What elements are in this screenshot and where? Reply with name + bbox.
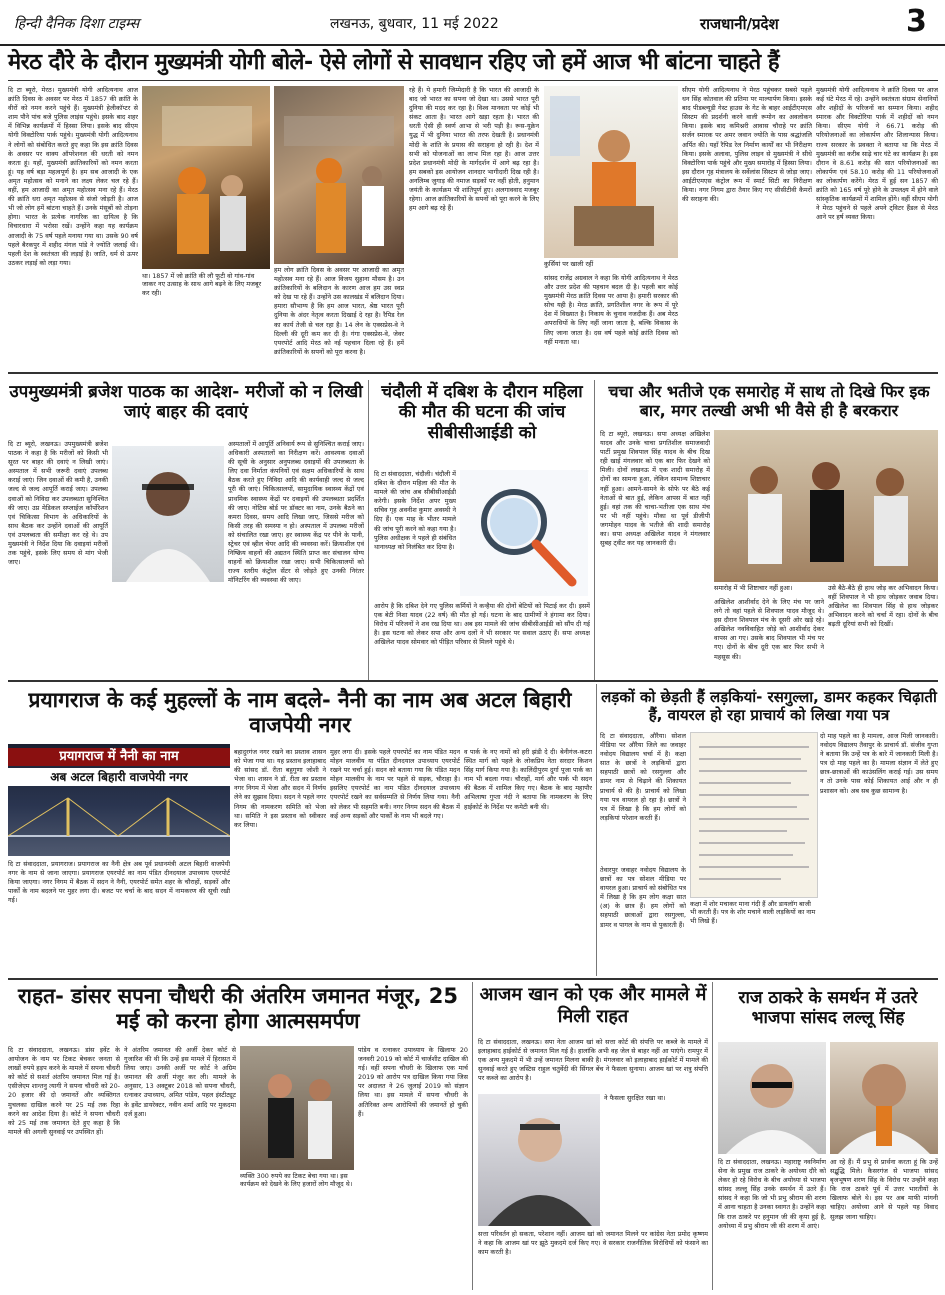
photo-cm-speech [544,86,678,258]
handwritten-lines [691,733,817,897]
uncle-col1: दि टा ब्यूरो, लखनऊ। सपा अध्यक्ष अखिलेश यादव और उनके चाचा प्रगतिशील समाजवादी पार्टी प्रमुख शिवपाल सिंह यादव के बीच दिख रही खाई मंगलवार को एक बार फिर देखने को मिली। दोनों लखनऊ में एक शादी समारोह में दोनों का सामना हुआ, लेकिन सामान्य शिष्टाचार नहीं हुआ। आमने-सामने के सोफे पर बैठे कई नेताओं से बात हुई, लेकिन आपस में बात नहीं हुई। वहां तक की चाचा-भतीजा एक साथ मंच पर भी नहीं पहुंचे। मौका था पूर्व डीजीपी जगमोहन यादव के भतीजे की शादी समारोह का। सपा अध्यक्ष अखिलेश यादव ने मंगलवार सुबह ट्वीट कर यह जानकारी दी। [600,430,710,548]
photo-portrait-lallu [830,1042,938,1154]
raj-headline: राज ठाकरे के समर्थन में उतरे भाजपा सांसद लल्लू सिंह [738,988,918,1029]
chandauli-col1: दि टा संवाददाता, चंदौली। चंदौली में दबिश के दौरान महिला की मौत के मामले की जांच अब सीबीसीआईडी करेगी। इसके निर्देश अपर मुख्य सचिव गृह अवनीश कुमार अवस्थी ने दिए हैं। एक माह के भीतर मामले की जांच पूरी करने को कहा गया है। पुलिस अधीक्षक ने पहले ही संबंधित थानाध्यक्ष को निलंबित कर दिया है। [374,470,456,551]
photo-cm-podium [544,86,678,258]
divider [8,680,938,682]
prayagraj-col2: बहादुरगंज नगर रखने का प्रस्ताव शासन को भेजा गया था। यह प्रस्ताव इलाहाबाद की सांसद डॉ. रीता बहुगुणा जोशी ने भेजा था। शासन ने डॉ. रीता का प्रस्ताव नगर निगम में भेजा और सदन में निर्णय लेने का सुझाव दिया। सदन ने पहले नगर निगम की नामकरण समिति को भेजा था। समिति ने इस प्रस्ताव को स्वीकार कर लिया। [234,748,326,829]
lead-col6: मुख्यमंत्री योगी आदित्यनाथ ने क्रांति दिवस पर आज कई घंटे मेरठ में रहे। उन्होंने स्वतंत्रता संग्राम सेनानियों और शहीदों के परिजनों का सम्मान किया। शहीद स्मारक और विक्टोरिया पार्क में शहीदों को नमन किया। सीएम योगी ने 66.71 करोड़ की परियोजनाओं का लोकार्पण और शिलान्यास किया। राज्य सरकार के प्रवक्ता ने बताया था कि मेरठ में मुख्यमंत्री का करीब साढ़े चार घंटे का कार्यक्रम है। इस दौरान वे 8.61 करोड़ की सात परियोजनाओं का लोकार्पण एवं 58.10 करोड़ की 11 परियोजनाओं का लोकार्पण करेंगे। मेरठ में हुई सन 1857 की क्रांति को 165 वर्ष पूरे होने के उपलक्ष्य में होने वाले सांस्कृतिक कार्यक्रमों में शामिल होंगे। वहीं सीएम योगी ने मेरठ पहुंचने से पहले अपने ट्विटर हैंडल से मेरठ आने पर हर्ष व्यक्त किया। [816,86,938,222]
lead-col5: सीएम योगी आदित्यनाथ ने मेरठ पहुंचकर सबसे पहले धन सिंह कोतवाल की प्रतिमा पर माल्यार्पण किया। इसके बाद पीडब्ल्यूडी गेस्ट हाउस के गेट के बाहर आईटीएमएस सिस्टम की प्रदर्शनी करने वाली रूमोन का अवलोकन किया। इसके बाद कमिश्नरी आवास चौराहे पर क्रांति सर्जन स्मारक पर अमर जवान ज्योति के पास श्रद्धांजलि अर्पित की। यहाँ रैपिड रेल निर्माण कार्यों का भी निरीक्षण किया। इसके अलावा, पुलिस लाइन से मुख्यमंत्री ने सीधे विक्टोरिया पार्क पहुंचे और मुख्य समारोह में हिस्सा लिया। इस दौरान गृह मंत्रालय के सर्वेलांस सिस्टम से जोड़ा जाए। आईटीएमएस कंट्रोल रूम में स्मार्ट सिटी का निरीक्षण किया। नगर निगम द्वारा तैयार किए गए सीसीटीवी कैमरों की सराहना की। [682,86,812,204]
divider [596,684,597,976]
prayagraj-col1: दि टा संवाददाता, प्रयागराज। प्रयागराज का नैनी क्षेत्र अब पूर्व प्रधानमंत्री अटल बिहारी वाजपेयी नगर के नाम से जाना जाएगा। प्रयागराज एयरपोर्ट का नाम पंडित दीनदयाल उपाध्याय एयरपोर्ट किया जाएगा। नगर निगम में बैठक में सदन ने नैनी, एयरपोर्ट समेत शहर के चौराहों, सड़कों और पार्कों के नाम बदलने पर मुहर लगा दी। बजट पर चर्चा के बाद सदन में नामकरण की सूची रखी गई। [8,860,230,905]
photo-cm-crowd [274,86,404,264]
chandauli-headline: चंदौली में दबिश के दौरान महिला की मौत की घटना की जांच सीबीसीआईडी को [381,382,583,443]
uncle-col3: उसे बैठे-बैठे ही हाथ जोड़ कर अभिवादन किया। वहीं शिवपाल ने भी हाथ जोड़कर जवाब दिया। अखिलेश का शिवपाल सिंह से हाथ जोड़कर अभिवादन करने को चर्चा में रहा। दोनों के बीच बढ़ती दूरियां सभी को दिखीं। [828,584,938,629]
prayagraj-col3: मुहर लगा दी। इसके पहले एयरपोर्ट का नाम पंडित मदन मोहन मालवीय या पंडित दीनदयाल उपाध्याय एयरपोर्ट रखने पर चर्चा हुई। सदन को बताया गया कि पंडित मदन मोहन मालवीय के नाम पर पहले से सड़क, चौराहा है। इसलिए एयरपोर्ट का नाम पंडित दीनदयाल उपाध्याय एयरपोर्ट रखने का सर्वसम्मति से निर्णय लिया गया। नैनी को लेकर भी सहमति बनी। नगर निगम सदन की बैठक में कई अन्य सड़कों और पार्कों के नाम भी बदले गए। [330,748,460,820]
lead-col4: सांसद राजेंद्र अग्रवाल ने कहा कि योगी आदित्यनाथ ने मेरठ और उत्तर प्रदेश की पहचान बदल दी है। पहली बार कोई मुख्यमंत्री मेरठ क्रांति दिवस पर आया है। हमारी सरकार की सोच यही है। मेरठ क्रांति, प्रगतिशील नगर के रूप में पूरे देश में विख्यात है। निकाय के चुनाव नजदीक हैं। अब मेरठ अपराधियों के लिए नहीं जाना जाता है, बल्कि विकास के लिए जाना जाता है। दस वर्ष पहले कोई क्रांति दिवस को नहीं मनाता था। [544,274,678,346]
dateline: लखनऊ, बुधवार, 11 मई 2022 [330,16,499,32]
pathak-col2: अस्पतालों में आपूर्ति अनिवार्य रूप से सुनिश्चित कराई जाए। अधिकारी अस्पतालों का निरीक्षण करें। आवश्यक दवाओं की सूची के अनुसार अनुपलब्ध दवाइयों की उपलब्धता के लिए दवा निर्माता कंपनियों एवं सक्षम अधिकारियों के साथ बैठक करते हुए निविदा आदि की कार्यवाही जल्द से जल्द पूरी की जाएं। चिकित्सालयों, सामुदायिक स्वास्थ्य केंद्रों एवं प्राथमिक स्वास्थ्य केंद्रों पर दवाइयों की उपलब्धता प्रदर्शित की जाए। नोटिस बोर्ड पर डॉक्टर का नाम, उनके बैठने का कमरा दिवस, समय आदि लिखा जाए, जिससे मरीज को किसी तरह की समस्या न हो। अस्पताल में उपलब्ध मरीजों को संचालित रखा जाए। हर स्वास्थ्य केंद्र पर पीने के पानी, स्ट्रेचर एवं व्हील चेयर आदि की व्यवस्था करें। क्रियाशील एवं निष्क्रिय वाहनों की अद्यतन स्थिति प्राप्त कर संचालन योग्य वाहनों को क्रियाशील रखा जाए। सभी चिकित्सालयों को राज्य स्तरीय कंट्रोल सेंटर से जोड़ते हुए उनकी निरंतर मॉनिटरिंग की व्यवस्था की जाए। [228,440,364,585]
chandauli-col2: आरोप है कि दबिश देने गए पुलिस कर्मियों ने कन्हैया की दोनों बेटियों को पिटाई कर दी। इसमें एक बेटी निशा यादव (22 वर्ष) की मौत हो गई। घटना के बाद ग्रामीणों ने हंगामा कर दिया। विरोध में परिजनों ने शव रख दिया था। अब इस मामले की जांच सीबीसीआईडी को सौंप दी गई है। इस घटना को लेकर सपा और अन्य दलों ने भी सरकार पर सवाल उठाए हैं। सपा अध्यक्ष अखिलेश यादव सोमवार को पीड़ित परिवार से मिलने पहुंचे थे। [374,602,590,647]
girls-headline: लड़कों को छेड़ती हैं लड़कियां- रसगुल्ला, डामर कहकर चिढ़ाती हैं, वायरल हो रहा प्राचार्य को लिखा गया पत्र [601,688,937,724]
photo-investigation-graphic [460,470,588,596]
naini-banner-line1: प्रयागराज में नैनी का नाम [8,748,230,766]
photo-akhilesh-shivpal [714,430,938,582]
naini-banner-line2: अब अटल बिहारी वाजपेयी नगर [8,768,230,786]
divider [712,982,713,1290]
sapna-col2: ने अंतरिम जमानत की अर्जी देकर कोर्ट से गुजारिश की थी कि उन्हें इस मामले में हिरासत में लिया जाए। उनकी अर्जी पर कोर्ट ने अग्रिम जमानत की अर्जी मंजूर कर ली। मामले के अनुसार, 13 अक्टूबर 2018 को सपना चौधरी, रत्नाकर उपाध्याय, अमित पांडेय, पहल इंस्टीट्यूट के इवेंट डायरेक्टर, नवीन शर्मा आदि पर मुकदमा दर्ज हुआ। [124,1046,236,1118]
divider [8,80,938,81]
lead-headline: मेरठ दौरे के दौरान मुख्यमंत्री योगी बोले- ऐसे लोगों से सावधान रहिए जो हमें आज भी बांटना चाहते हैं [8,50,780,75]
divider [594,380,595,680]
lead-photo-caption-2: कुर्सियां पर खाली रहीं [544,260,594,268]
uncle-headline: चचा और भतीजे एक समारोह में साथ तो दिखे फिर इक बार, मगर तल्खी अभी भी वैसे ही है बरकरार [608,382,930,421]
photo-figures-sapna [240,1046,354,1170]
masthead-bar [0,0,945,46]
photo-raj-thackeray [718,1042,826,1154]
bridge-icon [8,788,230,856]
prayagraj-col4: व पार्क के नए नामों को हरी झंडी दे दी। बेनीगंज-कटरा स्थित मार्ग को पहले के लोकप्रिय नेता सरदार किशन सिंह मार्ग किया गया है। कालिंदीपुरम दुर्गा पूजा पार्क का नाम भी बदला गया। चौराहों, मार्ग और पार्क भी सदन की बैठक में शामिल किए गए। बैठक के बाद महापौर अभिलाषा गुप्ता नंदी ने बताया कि नामकरण के लिए हाईकोर्ट के निर्देश पर कमेटी बनी थी। [464,748,592,811]
divider [368,380,369,680]
photo-letter [690,732,818,898]
lead-col3: रहे हैं। ये हमारी जिम्मेदारी है कि भारत की आजादी के बाद जो भारत का सपना जो देखा था। उससे भारत पूरी दुनिया की मदद कर रहा है। विश्व मानवता पर कोई भी संकट आता है। भारत आगे खड़ा रहता है। भारत की धरती ऐसी ही स्वर्ण आभा से भरी पड़ी है। रूस-यूक्रेन युद्ध में भी दुनिया भारत की तरफ देखती है। प्रधानमंत्री मोदी के शांति के प्रयास की सराहना हो रही है। देश में सभी को योजनाओं का लाभ मिल रहा है। आज उत्तर प्रदेश प्रधानमंत्री मोदी के मार्गदर्शन में आगे बढ़ रहा है। हम सबको इस आयोजन शानदार भागीदारी दिख रही है। अनलिम्ब जुगाड़ की नमाज सड़कों पर नहीं होती, हनुमान जयंती के कार्यक्रम भी शांतिपूर्ण हुए। अलगाववाद मजबूर रहेगा। आज क्रांतिकारियों के सपनों को पूरा करने के लिए हम आगे बढ़ रहे हैं। [409,86,539,213]
photo-lallu-singh [830,1042,938,1154]
section-name: राजधानी/प्रदेश [700,15,779,33]
girls-col1: दि टा संवाददाता, औरैया। सोशल मीडिया पर औरैया जिले का जवाहर नवोदय विद्यालय चर्चा में है। कक्षा सात के छात्रों ने लड़कियों द्वारा सहपाठी छात्रों को रसगुल्ला और डामर नाम से चिढ़ाने की शिकायत प्राचार्य से की है। प्राचार्य को लिखा गया पत्र वायरल हो रहा है। छात्रों ने पत्र में लिखा है कि हम लोगों को लड़कियां परेशान करती हैं। [600,732,686,822]
divider [8,978,938,980]
sapna-photo-caption: व्यक्ति 300 रुपये का टिकट बेचा गया था। इस कार्यक्रम को देखने के लिए हजारों लोग मौजूद थे। [240,1172,353,1189]
azam-col2: सत्ता परिवर्तन हो सकता, परेशान नहीं। आजम खां को जमानत मिलने पर कांग्रेस नेता प्रमोद कृष्णम ने कहा कि आजम खां पर झूठे मुकदमे दर्ज किए गए। वे सरकार राजनीतिक विरोधियों को फंसाने का काम करती है। [478,1230,708,1257]
girls-col3: दो माह पहले का है मामला, आज मिली जानकारी। नवोदय विद्यालय तैवापुर के प्राचार्य डॉ. संजीव गुप्ता ने बताया कि उन्हें पत्र के बारे में जानकारी मिली है। पत्र दो माह पहले का है। मामला संज्ञान में लेते हुए छात्र-छात्राओं की काउंसलिंग कराई गई। उस समय न तो उनके पास कोई शिकायत आई और न ही प्रशासन को। अब सब कुछ सामान्य है। [820,732,938,795]
photo-azam-khan [478,1094,600,1226]
page-number: 3 [906,4,927,39]
photo-figures-2 [274,86,404,264]
photo-brajesh-pathak [112,446,224,582]
divider [472,982,473,1290]
pathak-headline: उपमुख्यमंत्री ब्रजेश पाठक का आदेश- मरीजों को न लिखी जाएं बाहर की दवाएं [9,382,363,423]
uncle-photo-caption: समारोह में भी शिष्टाचार नहीं हुआ। [714,584,793,592]
azam-col1: दि टा संवाददाता, लखनऊ। सपा नेता आजम खां को सत्ता कोर्ट की संपत्ति पर कब्जे के मामले में इलाहाबाद हाईकोर्ट से जमानत मिल गई है। हालांकि अभी वह जेल से बाहर नहीं आ पाएंगे। रामपुर में एक अन्य मुकदमे में भी उन्हें जमानत मिलना बाकी है। मंगलवार को इलाहाबाद हाईकोर्ट में मामले की सुनवाई करते हुए जस्टिस राहुल चतुर्वेदी की सिंगल बेंच ने फैसला सुनाया। आजम खां पर शत्रु संपत्ति पर कब्जे का आरोप है। [478,1038,708,1083]
sapna-col1: दि टा संवाददाता, लखनऊ। डांस इवेंट के आयोजन के नाम पर टिकट बेचकर जनता से लाखों रुपये हड़प करने के मामले में सपना चौधरी को कोर्ट से सशर्त अंतरिम जमानत मिल गई है। एसीजेएम शान्तनु त्यागी ने सपना चौधरी को 20-20 हजार की दो जमानतें और व्यक्तिगत मुचलका दाखिल करने पर 25 मई तक रिहा करने का आदेश दिया है। कोर्ट ने सपना चौधरी को 25 मई तक जमानत देते हुए कहा है कि मामले की अगली सुनवाई पर उपस्थित हों। [8,1046,120,1136]
azam-headline: आजम खान को एक और मामले में मिली राहत [479,984,707,1027]
photo-sapna-court [240,1046,354,1170]
lead-col1: दि टा ब्यूरो, मेरठ। मुख्यमंत्री योगी आदित्यनाथ आज क्रांति दिवस के अवसर पर मेरठ में 1857 की क्रांति के वीरों को नमन करने पहुंचे हैं। मुख्यमंत्री हेलीकॉप्टर से शाम पौने पांच बजे पुलिस लाइंस पहुंचे। इसके बाद शहर में विभिन्न कार्यक्रमों में हिस्सा लिया। इसके बाद सीएम योगी विक्टोरिया पार्क पहुंचे। मुख्यमंत्री योगी आदित्यनाथ ने लोगों को संबोधित करते हुए कहा कि इस क्रांति दिवस के अवसर पर वाक्य ऑपरेशनल की धरती को नमन करता हूं। यहाँ, मुख्यमंत्री क्रांतिकारियों को नमन करता हूं। यह वर्ष बड़ा महत्वपूर्ण है। हम सब आजादी के एक अमृत महोत्सव को मनाने का लक्ष्य लेकर चल रहे हैं। वहीं, हम आजादी का अमृत महोत्सव मना रहे हैं। मेरठ की क्रांति धरा अमृत महोत्सव से संजो जोड़ती है। आज भी जो लोग हमें बांटना चाहते हैं। उनके मंसूबों को तोड़ना होगा। भारत के प्रत्येक नागरिक का दायित्व है कि विचारधारा में भरोसा रखें। उन्होंने कहा यह कार्यक्रम आजादी के 75 वर्ष पहले मनाया गया था। उसके 90 वर्ष पहले बैरकपुर में शहीद मंगल पांडे ने ज्योति जलाई थी। पहली देश के स्वतंत्रता की लड़ाई है। जाति, धर्म से ऊपर उठकर लड़ाई को लड़ा गया। [8,86,138,267]
raj-col1: दि टा संवाददाता, लखनऊ। महाराष्ट्र नवनिर्माण सेना के प्रमुख राज ठाकरे के अयोध्या दौरे को लेकर हो रहे विरोध के बीच अयोध्या से भाजपा सांसद लल्लू सिंह उनके समर्थन में उतरे हैं। सांसद ने कहा कि जो भी प्रभु श्रीराम की शरण में आना चाहता है उनका स्वागत है। उन्होंने कहा कि राज ठाकरे पर हनुमान जी की कृपा हुई है, अयोध्या में प्रभु श्रीराम जी की शरण में आएं। [718,1158,826,1230]
masthead-title: हिन्दी दैनिक दिशा टाइम्स [14,16,140,32]
pathak-col1: दि टा ब्यूरो, लखनऊ। उपमुख्यमंत्री ब्रजेश पाठक ने कहा है कि मरीजों को किसी भी सूरत पर बाहर की दवाएं न लिखी जाएं। अस्पताल में सभी जरूरी दवाएं उपलब्ध कराई जाएं। जिन दवाओं की कमी है, उनकी जल्द से जल्द आपूर्ति कराई जाए। उपलब्ध दवाओं को निविदा कर उपलब्धता सुनिश्चित की जाए। उप्र मेडिकल सप्लाईज कॉर्पोरेशन एवं चिकित्सा विभाग के अधिकारियों के साथ बैठक कर उन्होंने दवाओं की आपूर्ति एवं उपलब्धता की समीक्षा कर रहे थे। उप मुख्यमंत्री ने निर्देश दिया कि दवाइयां मरीजों तक पहुंचे, इसके लिए समय से मांग भेजी जाए। [8,440,108,567]
photo-cm-meerut-memorial [142,86,270,269]
magnifier-icon [460,470,588,596]
photo-portrait-azam [478,1094,600,1226]
azam-photo-caption: ने फैसला सुरक्षित रखा था। [604,1094,666,1102]
photo-wedding-guests [714,430,938,582]
prayagraj-headline: प्रयागराज के कई मुहल्लों के नाम बदले- नैनी का नाम अब अटल बिहारी वाजपेयी नगर [28,688,572,738]
girls-letter-caption: कक्षा में शोर मचाकर माना गंदी हैं और डायलॉग बाजी भी करती हैं। पत्र के शोर मचाने वाली लड़कियों का नाम भी लिखे हैं। [690,900,816,925]
divider [8,372,938,374]
girls-col2: तेवारपुर जवाहर नवोदय विद्यालय के छात्रों का पत्र सोशल मीडिया पर वायरल हुआ। प्राचार्य को संबोधित पत्र में लिखा है कि हम लोग कक्षा सात (अ) के छात्र हैं। हम लोगों को सहपाठी छात्राओं द्वारा रसगुल्ला, डामर व पागल के नाम से पुकारती हैं। [600,866,686,929]
sapna-headline: राहत- डांसर सपना चौधरी की अंतरिम जमानत मंजूर, 25 मई को करना होगा आत्मसमर्पण [17,984,459,1034]
photo-portrait-raj [718,1042,826,1154]
sapna-col3: पांडेय व रत्नाकर उपाध्याय के खिलाफ 20 जनवरी 2019 को कोर्ट में चार्जशीट दाखिल की गई। वहीं सपना चौधरी के खिलाफ एक मार्च 2019 को आरोप पत्र दाखिल किया गया जिस पर अदालत ने 26 जुलाई 2019 को संज्ञान लिया था। इस मामले में सपना चौधरी के अतिरिक्त अन्य आरोपियों की जमानतें हो चुकी हैं। [358,1046,468,1118]
lead-col2: हम लोग क्रांति दिवस के अवसर पर आजादी का अमृत महोत्सव मना रहे हैं। आज विजय सुहाना मौसम है। उन क्रांतिकारियों के बलिदान के कारण आज हम उस स्वप्न को देख पा रहे हैं। उन्होंने उस कालखंड में बलिदान दिया। हमारा सौभाग्य है कि हम आज भारत, श्रेष्ठ भारत पूरी दुनिया के अंदर नेतृत्व करता दिखाई दे रहा है। रैपिड रेल का कार्य तेजी से चल रहा है। 14 लेन के एक्सप्रेस-वे ने दिल्ली की दूरी कम कर दी है। गंगा एक्सप्रेस-वे, जेवर एयरपोर्ट आदि मेरठ को नई पहचान दिला रहे हैं। हमें क्रांतिकारियों के सपनों को पूरा करना है। [274,266,404,356]
lead-photo-caption: था। 1857 में जो क्रांति की लौ फूटी वो गांव-गांव जाकर नए उत्साह के साथ आगे बढ़ने के लिए मजबूर कर रही। [142,272,262,297]
photo-portrait [112,446,224,582]
uncle-col2: अखिलेश आशीर्वाद देने के लिए मंच पर जाने लगे तो वहां पहले से शिवपाल यादव मौजूद थे। इस दौरान शिवपाल मंच के दूसरी ओर खड़े रहे। अखिलेश नवविवाहित जोड़े को आशीर्वाद देकर वापस आ गए। उसके बाद शिवपाल भी मंच पर गए। दोनों के बीच दूरी एक बार फिर सभी ने महसूस की। [714,598,824,661]
raj-col2: आ रहे हैं। मैं प्रभु से प्रार्थना करता हूं कि उन्हें सद्बुद्धि मिले। कैसरगंज से भाजपा सांसद बृजभूषण शरण सिंह के विरोध पर उन्होंने कहा कि राज ठाकरे पूर्व में उत्तर भारतीयों के खिलाफ बोले थे। इस पर अब माफी मांगनी चाहिए। अयोध्या आने से पहले यह विवाद सुलझ जाना चाहिए। [830,1158,938,1221]
photo-naini-bridge [8,744,230,856]
photo-figures [142,86,270,269]
